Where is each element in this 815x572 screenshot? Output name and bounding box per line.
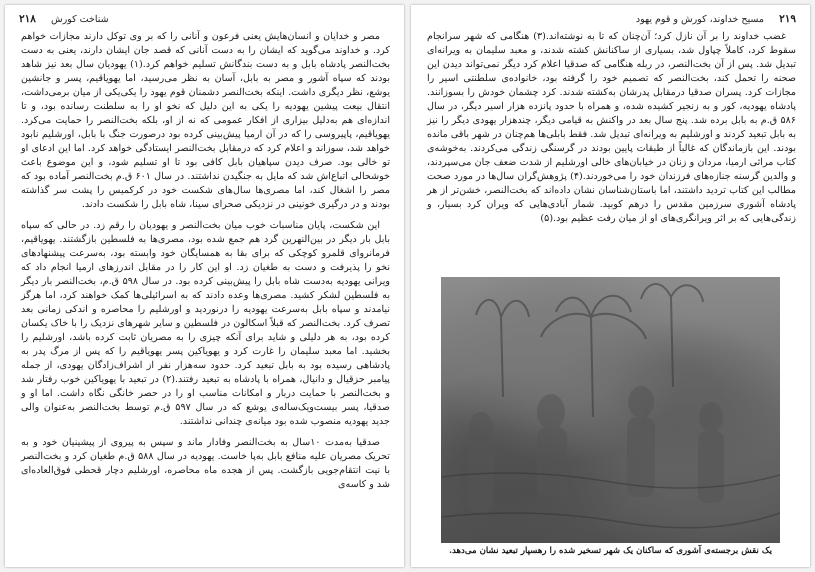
left-paragraph-2: این شکست، پایان مناسبات خوب میان بخت‌النصر و یهودیان را رقم زد. در حالی که سپاه بابل بار دیگر در بین‌النهرین گرد هم جمع شده بود، مصری‌ها به فلسطین بازگشتند. یهویاقیم، فرمانروای قلمرو کوچکی که برای بقا به همسایگان خود وابسته بود، به‌سرعت پیشنهادهای نخو را پذیرفت و دست به طغیان زد. او این کار را در مقابل اندرزهای ارمیا انجام داد که ویرانی یهودیه به‌دست شاه بابل را پیش‌بینی کرده بود. در سال ۵۹۸ ق.م، بخت‌النصر بار دیگر به فلسطین لشکر کشید. مصری‌ها وعده دادند که به اسرائیلی‌ها کمک خواهند کرد، اما هرگز نیامدند و سپاه بابل به‌سرعت یهودیه را درنوردید و اورشلیم را محاصره و اندکی زمانی بعد تصرف کرد. بخت‌النصر که قبلاً اسکالون در فلسطین و سایر شهرهای نزدیک را با خاک یکسان کرده بود، به هر دلیلی و شاید برای آنکه چیزی را به مصریان ثابت کرده باشد، اورشلیم را بخشید. اما معبد سلیمان را غارت کرد و یهویاکین پسر یهویاقیم را که پس از مرگ پدر به پادشاهی رسیده بود به بابل تبعید کرد. حدود سه‌هزار نفر از اشراف‌زادگان یهودی، از جمله پیامبر حزقیال و دانیال، همراه با پادشاه به تبعید رفتند.(۲) در تبعید با یهویاکین خوب رفتار شد و بخت‌النصر با حمایت دربار و امکانات مناسب او را در حصر خانگی نگاه داشت. اما او و صدقیا، پسر بیست‌ویک‌ساله‌ی یوشع که در سال ۵۹۷ ق.م توسط بخت‌النصر به‌عنوان والی جدید یهودیه منصوب شده بود میانه‌ی چندانی نداشتند. [21,220,391,427]
right-page-body [427,30,796,233]
right-page [411,5,810,567]
right-running-title: مسیح خداوند، کورش و قوم یهود [635,14,764,25]
left-running-title: شناخت کورش [51,14,109,25]
figure-caption: یک نقش برجسته‌ی آشوری که ساکنان یک شهر تسخیر شده را رهسپار تبعید نشان می‌دهد. [449,546,772,556]
right-paragraph-1: غضب خداوند را بر آن نازل کرد؛ آن‌چنان که تا به نوشته‌اند.(۳) هنگامی که شهر سرانجام سقوط کرد، کاملاً چپاول شد، بسیاری از ساکنانش کشته شدند، و معبد سلیمان به ویرانه‌ای تبدیل شد. پس از آن بخت‌النصر، در ربله هنگامی که صدقیا اعلام کرد دیگر نمی‌تواند دیدن این صحنه را تحمل کند، بخت‌النصر که تصمیم خود را گرفته بود، خانواده‌ی سلطنتی اسیر را مجازات کرد. پسران صدقیا درمقابل پدرشان به‌کشته شدند. کرد چشمان خودش را بسوزانند. پادشاه یهودیه، کور و به زنجیر کشیده شده، و همراه با حدود پانزده هزار اسیر دیگر، در سال ۵۸۶ ق.م به بابل برده شد. پنج سال بعد در واکنش به قیامی دیگر، چندهزار یهودی دیگر را نیز به بابل تبعید کردند و اورشلیم به ویرانه‌ای تبدیل شد. فقط بابلی‌ها هم‌چنان در شهر باقی مانده بودند. این بازماندگان که غالباً از طبقات پایین بودند در گرسنگی زندگی می‌کردند. به‌خوشه‌ی کتاب مراثی ارمیا، مردان و زنان در خیابان‌های خالی اورشلیم از شدت ضعف جان می‌سپردند، و والدین گرسنه جنازه‌های فرزندان خود را می‌خوردند.(۴) پژوهش‌گران سال‌ها در مورد صحت مطالب این کتاب تردید داشتند، اما باستان‌شناسان نشان داده‌اند که بخت‌النصر، خشن‌تر از هر پادشاه آشوری سرزمین مقدس را درهم کوبید. شمار آبادی‌هایی که ویران کرد بسیار، و زندگی‌هایی که بر اثر ویرانگری‌های او از میان رفت عظیم بود.(۵) [427,31,796,224]
assyrian-relief-photo [441,277,780,543]
left-paragraph-3: صدقیا به‌مدت ۱۰سال به بخت‌النصر وفادار ماند و سپس به پیروی از پیشینیان خود و به تحریک مصریان علیه منافع بابل به‌پا خاست. یهودیه در سال ۵۸۸ ق.م طغیان کرد و بخت‌النصر با نیت انتقام‌جویی بازگشت. پس از هجده ماه محاصره، اورشلیم دچار قحطی فوق‌العاده‌ای شد و کاسه‌ی [21,437,390,490]
right-page-header [425,13,796,27]
left-page-header [19,13,390,27]
left-page-number: ۲۱۸ [19,13,36,25]
left-page-body [21,30,390,499]
left-page [5,5,404,567]
right-page-number: ۲۱۹ [779,13,796,25]
relief-illustration [441,277,780,543]
left-paragraph-1: مصر و خدایان و انسان‌هایش یعنی فرعون و آنانی را که بر وی توکل دارند مجازات خواهم کرد. و خداوند می‌گوید که ایشان را به دست آنانی که قصد جان ایشان دارند، یعنی به دست بخت‌النصر پادشاه بابل و به دست بندگانش تسلیم خواهم کرد.(۱) یهودیان سال بعد نیز شاهد بودند که سپاه آشور و مصر به بابل، آسان به نظر می‌رسید، اما یهویاقیم، پسر و جانشین یوشع، نظر دیگری داشت. اینکه بخت‌النصر دشمنان قوم یهود را یکی‌یکی از میان برمی‌داشت، انتقال بیعت پیشین یهودیه را یکی به این دلیل که نخو او را به سلطنت رسانده بود، و تا اندازه‌ای هم به‌دلیل بیزاری از افکار عمومی که نه از او، بلکه بخت‌النصر را حمایت می‌کرد. یهویاقیم، پاپیروسی را که در آن ارمیا پیش‌بینی کرده بود درصورت جنگ با بابل، اورشلیم نابود خواهد شد، سوزاند و اعلام کرد که درمقابل بخت‌النصر ایستادگی خواهد کرد. اما این ادعای او تو خالی بود. صرف دیدن سپاهیان بابل کافی بود تا او تسلیم شود، و این موضوع باعث خوشحالی اتباع‌اش شد که مایل به جنگیدن نداشتند. در سال ۶۰۱ ق.م بخت‌النصر آماده بود که مصر را اشغال کند، اما مصری‌ها سال‌های شکست خود در کرکمیس را پشت سر گذاشته بودند و در درگیری خونینی در نزدیکی صحرای سینا، شاه بابل را شکست دادند. [21,31,390,210]
